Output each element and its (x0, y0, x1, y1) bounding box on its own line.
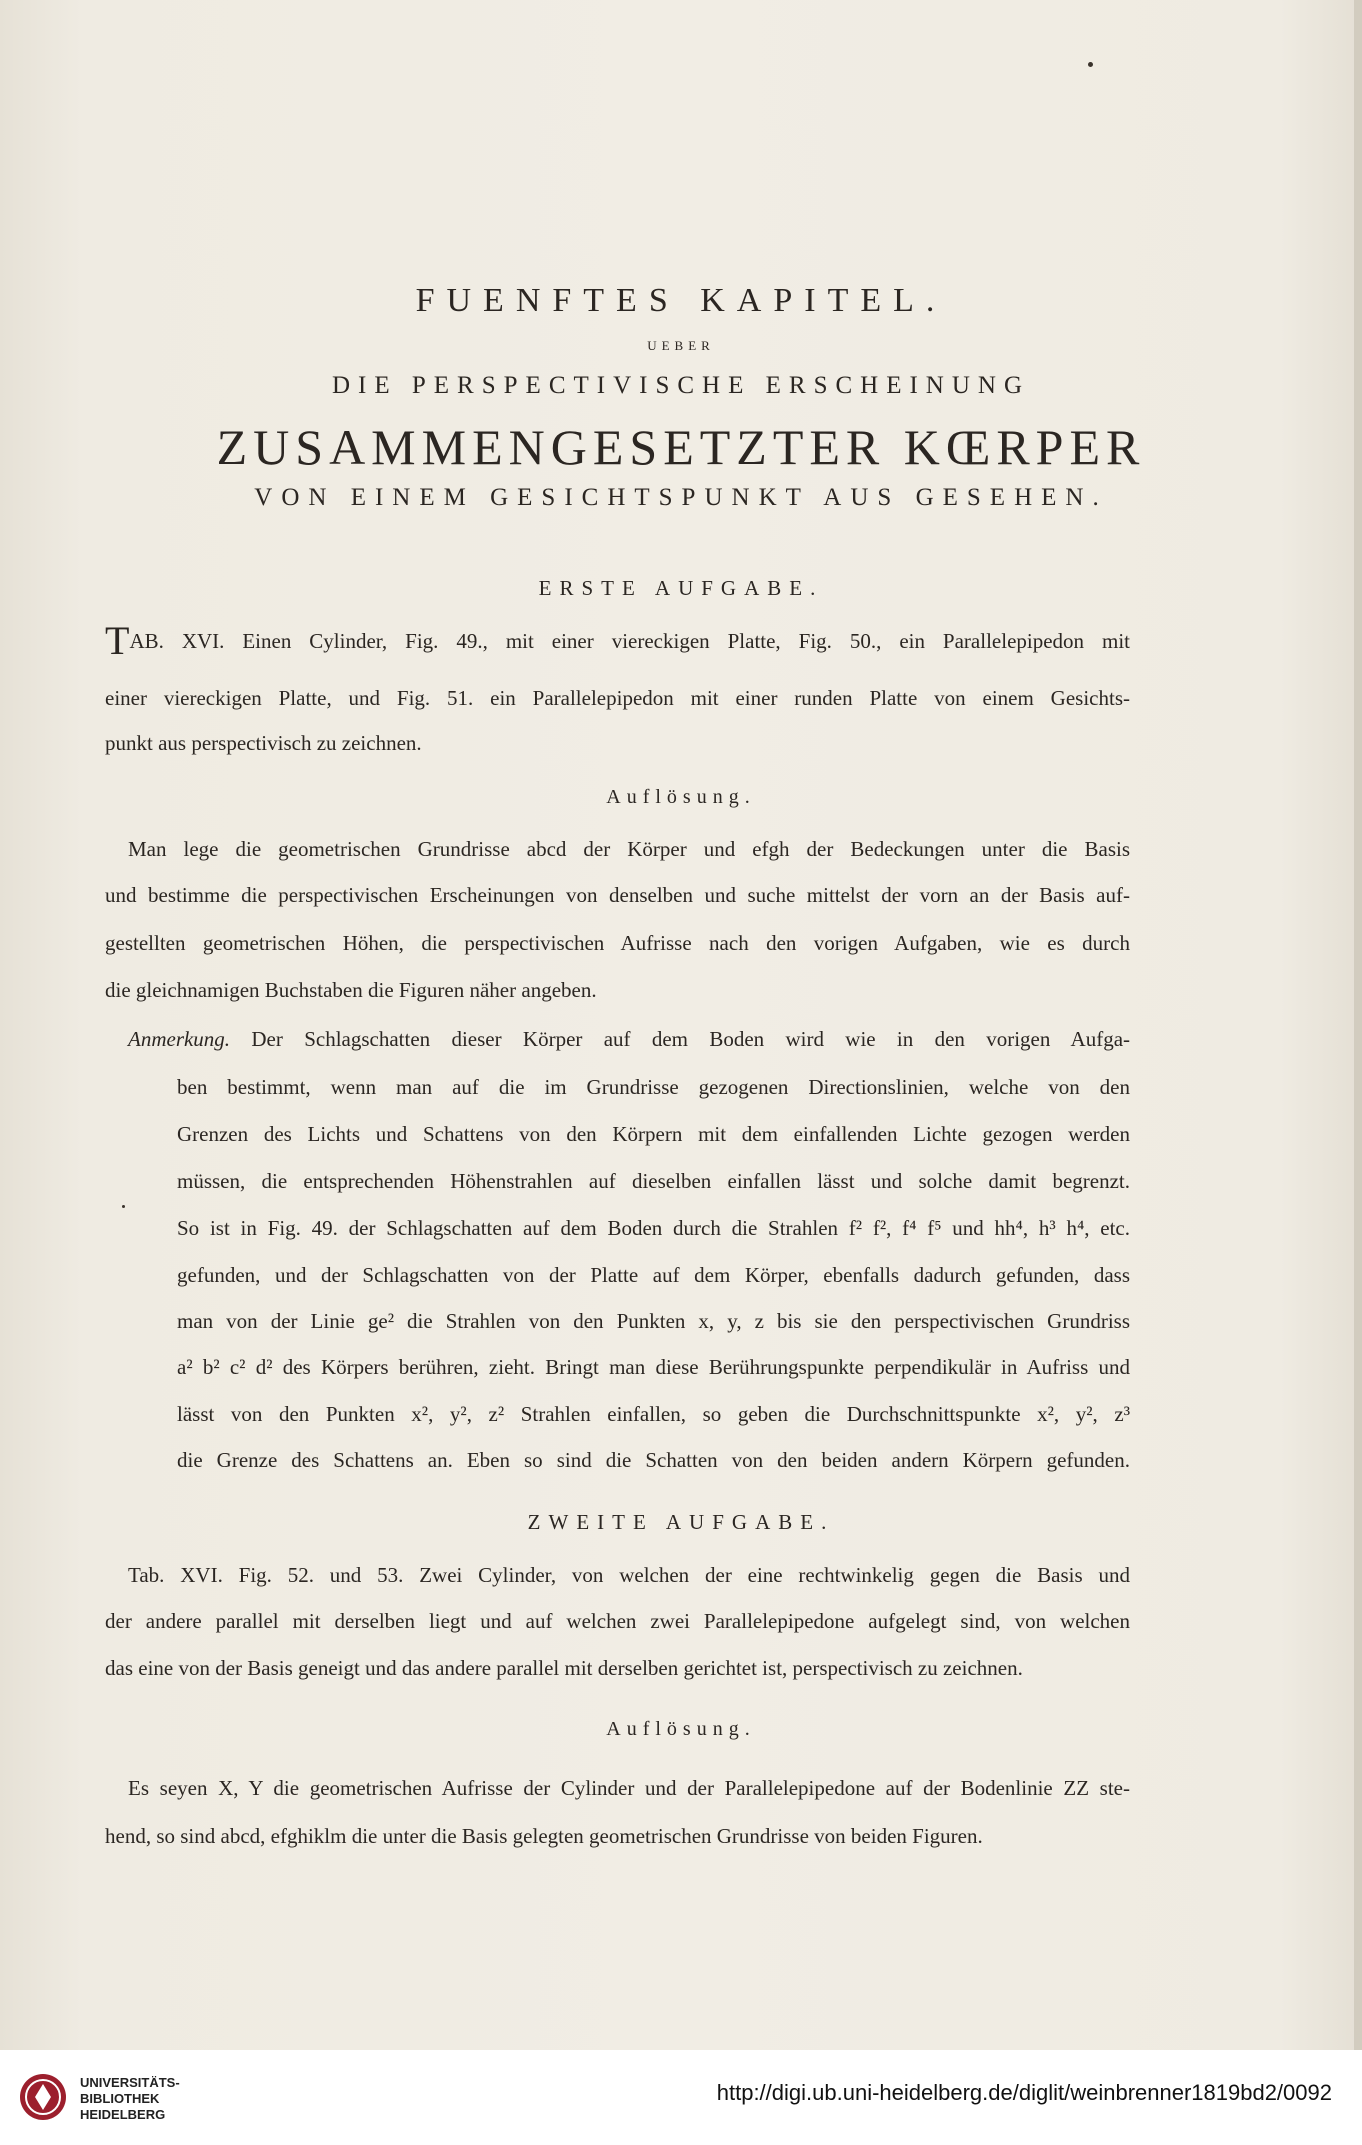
note-first-text: Der Schlagschatten dieser Körper auf dem Boden wird wie in den vorigen Aufga- (251, 1027, 1131, 1051)
paper-speck (1088, 62, 1093, 67)
library-name-line: BIBLIOTHEK (80, 2091, 160, 2106)
paper-speck (122, 1205, 125, 1208)
solution-2-line: hend, so sind abcd, efghiklm die unter die Basis gelegten geometrischen Grundrisse von beiden Figuren. (105, 1824, 983, 1848)
chapter-subtitle-3: VON EINEM GESICHTSPUNKT AUS GESEHEN. (254, 484, 1108, 511)
solution-1-line: die gleichnamigen Buchstaben die Figuren näher angeben. (105, 978, 597, 1002)
section-2-line: Tab. XVI. Fig. 52. und 53. Zwei Cylinder, von welchen der eine rechtwinkelig gegen die Basis und (128, 1563, 1130, 1587)
note-line: ben bestimmt, wenn man auf die im Grundrisse gezogenen Directionslinien, welche von den (177, 1075, 1130, 1099)
section-1-line (105, 618, 1130, 663)
solution-2-title: Auflösung. (606, 1718, 756, 1740)
solution-1-title: Auflösung. (606, 786, 756, 808)
solution-2-line: Es seyen X, Y die geometrischen Aufrisse der Cylinder und der Parallelepipedone auf der Bodenlinie ZZ ste- (128, 1776, 1130, 1800)
note-line: So ist in Fig. 49. der Schlagschatten auf dem Boden durch die Strahlen f² f², f⁴ f⁵ und hh⁴, h³ h⁴, etc. (177, 1216, 1130, 1240)
note-line: müssen, die entsprechenden Höhenstrahlen auf dieselben einfallen lässt und solche damit begrenzt. (177, 1169, 1130, 1193)
note-line: gefunden, und der Schlagschatten von der Platte auf dem Körper, ebenfalls dadurch gefunden, dass (177, 1263, 1130, 1287)
chapter-ueber: UEBER (647, 338, 715, 353)
solution-1-line: Man lege die geometrischen Grundrisse abcd der Körper und efgh der Bedeckungen unter die Basis (128, 837, 1130, 861)
page-url-link[interactable]: http://digi.ub.uni-heidelberg.de/diglit/weinbrenner1819bd2/0092 (716, 2080, 1332, 2105)
section-2-title: ZWEITE AUFGABE. (527, 1510, 835, 1534)
library-name-line: UNIVERSITÄTS- (80, 2075, 180, 2090)
note-first-line (128, 1026, 1130, 1052)
chapter-subtitle-1: DIE PERSPECTIVISCHE ERSCHEINUNG (331, 372, 1031, 399)
note-line: Grenzen des Lichts und Schattens von den Körpern mit dem einfallenden Lichte gezogen werden (177, 1122, 1130, 1146)
note-label: Anmerkung. (128, 1027, 231, 1051)
section-1-initial: T (105, 618, 130, 663)
section-1-title: ERSTE AUFGABE. (538, 576, 824, 600)
note-line: man von der Linie ge² die Strahlen von den Punkten x, y, z bis sie den perspectivischen Grundriss (177, 1309, 1130, 1333)
section-2-line: der andere parallel mit derselben liegt und auf welchen zwei Parallelepipedone aufgelegt sind, von welchen (105, 1609, 1130, 1633)
library-name-line: HEIDELBERG (80, 2107, 166, 2122)
solution-1-line: gestellten geometrischen Höhen, die perspectivischen Aufrisse nach den vorigen Aufgaben, wie es durch (105, 931, 1130, 955)
university-seal-icon (18, 2072, 68, 2122)
section-1-line: einer viereckigen Platte, und Fig. 51. ein Parallelepipedon mit einer runden Platte von einem Gesichts- (105, 686, 1130, 710)
note-line: die Grenze des Schattens an. Eben so sind die Schatten von den beiden andern Körpern gefunden. (177, 1448, 1130, 1472)
viewer-footer (0, 2050, 1362, 2145)
note-line: lässt von den Punkten x², y², z² Strahlen einfallen, so geben die Durchschnittspunkte x², y², z³ (177, 1402, 1130, 1426)
section-1-line-text: AB. XVI. Einen Cylinder, Fig. 49., mit einer viereckigen Platte, Fig. 50., ein Parallelepipedon mit (129, 629, 1130, 653)
section-1-line: punkt aus perspectivisch zu zeichnen. (105, 731, 422, 755)
chapter-title: FUENFTES KAPITEL. (415, 282, 947, 319)
note-line: a² b² c² d² des Körpers berühren, zieht. Bringt man diese Berührungspunkte perpendikulär in Aufriss und (177, 1355, 1130, 1379)
library-name (80, 2075, 180, 2123)
section-2-line: das eine von der Basis geneigt und das andere parallel mit derselben gerichtet ist, perspectivisch zu zeichnen. (105, 1656, 1023, 1680)
solution-1-line: und bestimme die perspectivischen Erscheinungen von denselben und suche mittelst der vorn an der Basis auf- (105, 883, 1130, 907)
chapter-subtitle-2: ZUSAMMENGESETZTER KŒRPER (216, 419, 1146, 475)
